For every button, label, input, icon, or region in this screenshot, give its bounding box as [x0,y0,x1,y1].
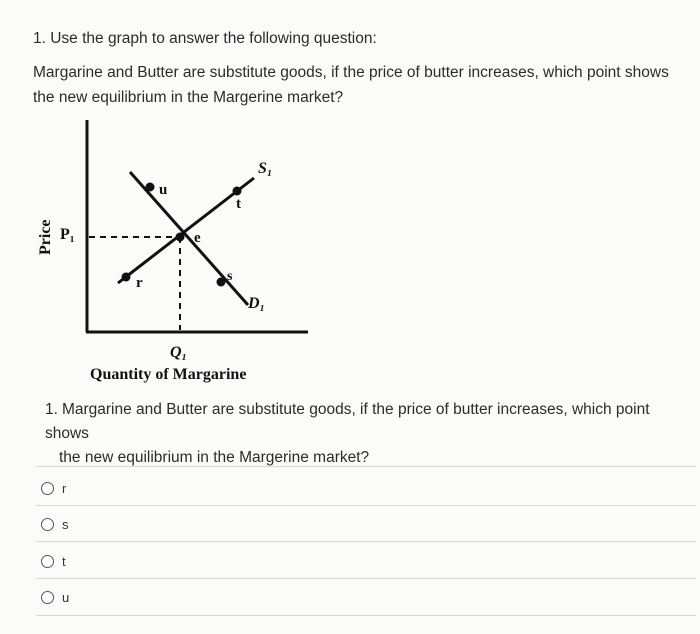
x-axis-label: Quantity of Margarine [90,366,247,383]
price-label: P₁ [60,226,75,243]
divider [36,505,696,506]
radio-button[interactable] [41,518,54,531]
question-title: 1. Use the graph to answer the following question: [33,30,377,47]
point-e-marker [176,233,185,242]
divider [36,541,696,542]
option-label: r [62,480,67,496]
y-axis-label: Price [37,219,54,255]
radio-button[interactable] [41,555,54,568]
sub-question-text-cont: the new equilibrium in the Margerine market? [59,449,370,466]
supply-demand-graph [30,115,330,385]
point-r-marker [122,273,131,282]
sub-question-text: Margarine and Butter are substitute goods, if the price of butter increases, which point shows [45,401,650,442]
demand-label: D₁ [248,295,266,312]
option-label: s [62,516,69,532]
question-text: Margarine and Butter are substitute goods, if the price of butter increases, which point shows the new equilibrium in the Margerine market? [33,64,669,106]
point-u-marker [146,183,155,192]
divider [36,578,696,579]
point-e-label: e [194,230,201,246]
supply-label: S₁ [258,160,273,177]
divider [36,466,696,467]
point-r-label: r [136,275,143,291]
option-r[interactable] [36,478,236,498]
point-u-label: u [159,182,168,198]
divider [36,615,696,616]
quantity-label: Q₁ [170,344,188,361]
radio-button[interactable] [41,482,54,495]
point-s-marker [217,278,226,287]
option-label: u [62,589,70,605]
radio-button[interactable] [41,591,54,604]
point-s-label: s [227,269,233,284]
option-u[interactable] [36,587,236,607]
option-label: t [62,553,66,569]
demand-curve [130,172,248,305]
point-t-marker [233,187,242,196]
option-s[interactable] [36,514,236,534]
sub-question-number: 1. [45,401,58,418]
sub-question [45,398,690,470]
point-t-label: t [236,196,241,212]
option-t[interactable] [36,551,236,571]
